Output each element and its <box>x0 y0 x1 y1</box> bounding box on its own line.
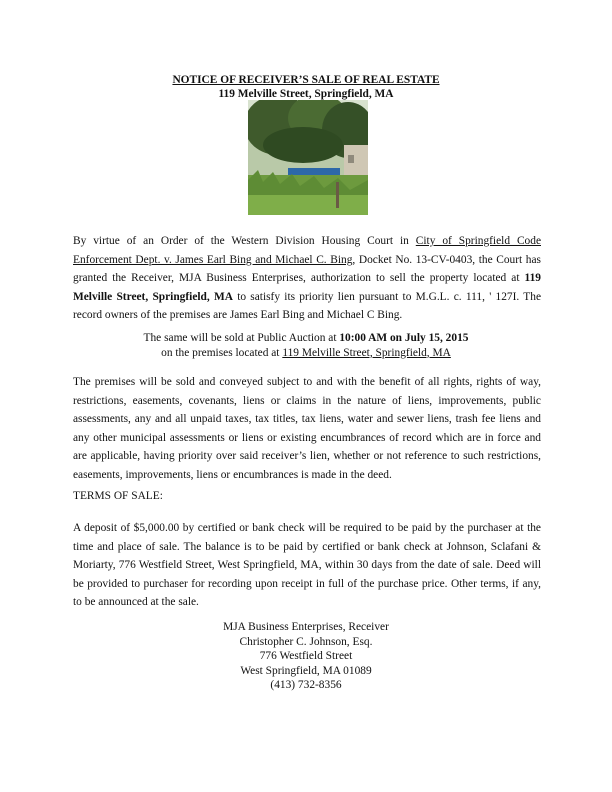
auction-block <box>72 331 540 360</box>
case-name-link: City of Springfield Code Enforcement Dept. v. James Earl Bing and Michael C. Bing <box>73 235 541 266</box>
order-text-middle: , Docket No. 13-CV-0403, the Court has granted the Receiver, MJA Business Enterprises, authorization to sell the property located at <box>73 253 541 285</box>
notice-heading: NOTICE OF RECEIVER’S SALE OF REAL ESTATE <box>172 74 440 86</box>
auction-location-line <box>72 346 540 361</box>
property-photo <box>248 100 368 215</box>
title-block <box>72 73 540 101</box>
signature-line-2: Christopher C. Johnson, Esq. <box>239 635 373 648</box>
order-text-end: to satisfy its priority lien pursuant to M.G.L. c. 111, ' 127I. The record owners of the premises are James Earl Bing and Michael C Bing. <box>73 290 542 322</box>
terms-paragraph: A deposit of $5,000.00 by certified or bank check will be required to be paid by the purchaser at the time and place of sale. The balance is to be paid by certified or bank check at Johnson, Sclafani & Moriarty, 776 Westfield Street, West Springfield, MA, within 30 days from the date of sale. Deed will be provided to purchaser for recording upon receipt in full of the purchase price. Other terms, if any, to be announced at the sale. <box>73 522 541 609</box>
order-paragraph <box>73 232 541 325</box>
notice-address: 119 Melville Street, Springfield, MA <box>218 88 394 100</box>
signature-line-4: West Springfield, MA 01089 <box>240 664 372 677</box>
auction-text: The same will be sold at Public Auction at <box>143 332 340 344</box>
signature-block <box>72 620 540 693</box>
auction-location-text: on the premises located at <box>161 346 283 359</box>
property-address-bold: 119 Melville Street, Springfield, MA <box>73 272 541 303</box>
signature-line-3: 776 Westfield Street <box>259 650 353 663</box>
auction-datetime: 10:00 AM on July 15, 2015 <box>339 332 469 344</box>
signature-line-1: MJA Business Enterprises, Receiver <box>223 621 389 633</box>
terms-heading: TERMS OF SALE: <box>73 490 163 502</box>
conditions-paragraph: The premises will be sold and conveyed subject to and with the benefit of all rights, rights of way, restrictions, easements, covenants, liens or claims in the nature of liens, improvements, public assessments, any and all unpaid taxes, tax titles, tax liens, water and sewer liens, trash fee liens and any other municipal assessments or liens or existing encumbrances of record which are in force and are applicable, having priority over said receiver’s lien, whether or not reference to such restrictions, easements, improvements, liens or encumbrances is made in the deed. <box>73 376 541 481</box>
order-text-intro: By virtue of an Order of the Western Division Housing Court in <box>73 235 416 247</box>
signature-line-5: (413) 732-8356 <box>270 679 342 692</box>
auction-time-line <box>72 331 540 346</box>
auction-location: 119 Melville Street, Springfield, MA <box>282 346 451 359</box>
